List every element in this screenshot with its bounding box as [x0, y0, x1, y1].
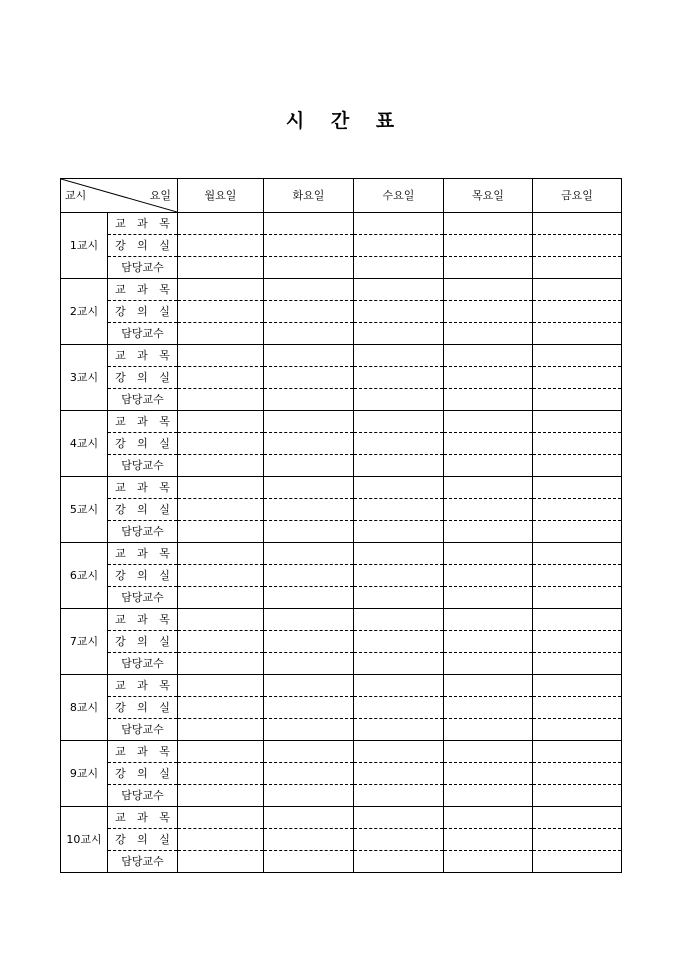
- timetable-cell[interactable]: [444, 433, 533, 455]
- row-label-subject: 교 과 목: [108, 213, 178, 235]
- table-row: [61, 345, 622, 367]
- timetable-cell[interactable]: [264, 565, 354, 587]
- period-label: 7교시: [61, 609, 108, 675]
- timetable-cell[interactable]: [264, 433, 354, 455]
- timetable-cell[interactable]: [264, 543, 354, 565]
- timetable-cell[interactable]: [533, 543, 622, 565]
- timetable-cell[interactable]: [444, 675, 533, 697]
- timetable-cell[interactable]: [178, 697, 264, 719]
- row-label-professor: 담당교수: [108, 587, 178, 609]
- table-row: [61, 411, 622, 433]
- table-row: [61, 675, 622, 697]
- table-row: [61, 829, 622, 851]
- row-label-subject: 교 과 목: [108, 741, 178, 763]
- timetable-cell[interactable]: [444, 411, 533, 433]
- timetable-cell[interactable]: [533, 279, 622, 301]
- timetable-cell[interactable]: [444, 499, 533, 521]
- timetable-cell[interactable]: [354, 323, 444, 345]
- timetable-cell[interactable]: [264, 455, 354, 477]
- timetable-cell[interactable]: [354, 301, 444, 323]
- timetable-cell[interactable]: [444, 323, 533, 345]
- timetable: [60, 178, 622, 873]
- timetable-cell[interactable]: [533, 807, 622, 829]
- row-label-subject: 교 과 목: [108, 279, 178, 301]
- row-label-room: 강 의 실: [108, 367, 178, 389]
- period-label: 5교시: [61, 477, 108, 543]
- timetable-cell[interactable]: [354, 367, 444, 389]
- timetable-cell[interactable]: [533, 477, 622, 499]
- row-label-room: 강 의 실: [108, 433, 178, 455]
- table-row: [61, 521, 622, 543]
- timetable-cell[interactable]: [354, 587, 444, 609]
- timetable-cell[interactable]: [533, 345, 622, 367]
- table-row: [61, 235, 622, 257]
- page-title: 시 간 표: [285, 110, 405, 132]
- timetable-cell[interactable]: [354, 785, 444, 807]
- timetable-cell[interactable]: [354, 279, 444, 301]
- timetable-cell[interactable]: [444, 807, 533, 829]
- timetable-cell[interactable]: [444, 785, 533, 807]
- timetable-cell[interactable]: [354, 741, 444, 763]
- table-row: [61, 279, 622, 301]
- timetable-cell[interactable]: [444, 477, 533, 499]
- timetable-cell[interactable]: [178, 301, 264, 323]
- timetable-cell[interactable]: [178, 543, 264, 565]
- timetable-cell[interactable]: [533, 367, 622, 389]
- timetable-cell[interactable]: [444, 741, 533, 763]
- timetable-cell[interactable]: [354, 697, 444, 719]
- table-row: [61, 719, 622, 741]
- corner-day-label: 요일: [149, 189, 171, 202]
- timetable-cell[interactable]: [444, 345, 533, 367]
- timetable-cell[interactable]: [354, 433, 444, 455]
- timetable-cell[interactable]: [354, 257, 444, 279]
- timetable-cell[interactable]: [264, 301, 354, 323]
- timetable-cell[interactable]: [444, 653, 533, 675]
- timetable-cell[interactable]: [178, 785, 264, 807]
- timetable-cell[interactable]: [178, 235, 264, 257]
- timetable-cell[interactable]: [264, 235, 354, 257]
- timetable-cell[interactable]: [533, 301, 622, 323]
- timetable-cell[interactable]: [533, 763, 622, 785]
- timetable-cell[interactable]: [354, 389, 444, 411]
- timetable-cell[interactable]: [354, 477, 444, 499]
- row-label-room: 강 의 실: [108, 235, 178, 257]
- timetable-body: [61, 213, 622, 873]
- timetable-cell[interactable]: [178, 499, 264, 521]
- row-label-subject: 교 과 목: [108, 675, 178, 697]
- timetable-cell[interactable]: [354, 851, 444, 873]
- day-header-thu: 목요일: [444, 179, 533, 213]
- timetable-cell[interactable]: [178, 763, 264, 785]
- timetable-cell[interactable]: [354, 763, 444, 785]
- timetable-cell[interactable]: [178, 345, 264, 367]
- period-label: 10교시: [61, 807, 108, 873]
- row-label-room: 강 의 실: [108, 499, 178, 521]
- timetable-cell[interactable]: [533, 257, 622, 279]
- timetable-cell[interactable]: [354, 675, 444, 697]
- timetable-cell[interactable]: [178, 609, 264, 631]
- timetable-cell[interactable]: [444, 543, 533, 565]
- row-label-professor: 담당교수: [108, 653, 178, 675]
- timetable-cell[interactable]: [264, 653, 354, 675]
- timetable-cell[interactable]: [354, 455, 444, 477]
- timetable-cell[interactable]: [178, 411, 264, 433]
- timetable-cell[interactable]: [444, 565, 533, 587]
- timetable-cell[interactable]: [264, 697, 354, 719]
- row-label-professor: 담당교수: [108, 851, 178, 873]
- timetable-cell[interactable]: [533, 411, 622, 433]
- timetable-cell[interactable]: [533, 785, 622, 807]
- timetable-cell[interactable]: [354, 411, 444, 433]
- day-header-wed: 수요일: [354, 179, 444, 213]
- row-label-professor: 담당교수: [108, 389, 178, 411]
- period-label: 8교시: [61, 675, 108, 741]
- table-row: [61, 213, 622, 235]
- period-label: 6교시: [61, 543, 108, 609]
- table-row: [61, 543, 622, 565]
- timetable-cell[interactable]: [178, 565, 264, 587]
- timetable-cell[interactable]: [444, 235, 533, 257]
- row-label-professor: 담당교수: [108, 257, 178, 279]
- timetable-cell[interactable]: [178, 719, 264, 741]
- table-row: [61, 477, 622, 499]
- timetable-cell[interactable]: [264, 719, 354, 741]
- timetable-cell[interactable]: [178, 323, 264, 345]
- timetable-cell[interactable]: [264, 323, 354, 345]
- timetable-cell[interactable]: [264, 499, 354, 521]
- timetable-cell[interactable]: [533, 851, 622, 873]
- corner-header: [61, 179, 178, 213]
- timetable-cell[interactable]: [178, 631, 264, 653]
- day-header-tue: 화요일: [264, 179, 354, 213]
- table-row: [61, 257, 622, 279]
- timetable-cell[interactable]: [178, 807, 264, 829]
- timetable-cell[interactable]: [264, 521, 354, 543]
- timetable-cell[interactable]: [533, 213, 622, 235]
- timetable-cell[interactable]: [264, 631, 354, 653]
- timetable-cell[interactable]: [264, 675, 354, 697]
- timetable-cell[interactable]: [354, 521, 444, 543]
- timetable-cell[interactable]: [533, 455, 622, 477]
- timetable-cell[interactable]: [264, 411, 354, 433]
- row-label-subject: 교 과 목: [108, 477, 178, 499]
- timetable-cell[interactable]: [264, 587, 354, 609]
- timetable-cell[interactable]: [354, 565, 444, 587]
- table-row: [61, 433, 622, 455]
- timetable-cell[interactable]: [354, 609, 444, 631]
- timetable-cell[interactable]: [444, 763, 533, 785]
- timetable-cell[interactable]: [178, 741, 264, 763]
- timetable-cell[interactable]: [354, 631, 444, 653]
- timetable-cell[interactable]: [533, 697, 622, 719]
- table-row: [61, 653, 622, 675]
- timetable-cell[interactable]: [264, 213, 354, 235]
- timetable-cell[interactable]: [178, 455, 264, 477]
- timetable-cell[interactable]: [354, 807, 444, 829]
- period-label: 3교시: [61, 345, 108, 411]
- timetable-cell[interactable]: [264, 477, 354, 499]
- timetable-cell[interactable]: [264, 389, 354, 411]
- row-label-room: 강 의 실: [108, 697, 178, 719]
- timetable-cell[interactable]: [444, 301, 533, 323]
- timetable-cell[interactable]: [533, 521, 622, 543]
- timetable-cell[interactable]: [533, 235, 622, 257]
- timetable-cell[interactable]: [533, 829, 622, 851]
- timetable-cell[interactable]: [264, 741, 354, 763]
- row-label-subject: 교 과 목: [108, 807, 178, 829]
- timetable-cell[interactable]: [264, 851, 354, 873]
- table-row: [61, 697, 622, 719]
- table-row: [61, 741, 622, 763]
- timetable-cell[interactable]: [533, 565, 622, 587]
- timetable-cell[interactable]: [178, 367, 264, 389]
- day-header-mon: 월요일: [178, 179, 264, 213]
- timetable-cell[interactable]: [264, 257, 354, 279]
- timetable-cell[interactable]: [178, 653, 264, 675]
- table-row: [61, 367, 622, 389]
- timetable-cell[interactable]: [354, 213, 444, 235]
- timetable-cell[interactable]: [533, 675, 622, 697]
- timetable-cell[interactable]: [178, 389, 264, 411]
- timetable-cell[interactable]: [533, 609, 622, 631]
- timetable-cell[interactable]: [444, 367, 533, 389]
- table-row: [61, 785, 622, 807]
- corner-period-label: 교시: [65, 189, 87, 202]
- timetable-cell[interactable]: [533, 433, 622, 455]
- timetable-cell[interactable]: [264, 829, 354, 851]
- timetable-cell[interactable]: [444, 257, 533, 279]
- timetable-cell[interactable]: [354, 829, 444, 851]
- timetable-cell[interactable]: [178, 587, 264, 609]
- timetable-cell[interactable]: [264, 345, 354, 367]
- timetable-cell[interactable]: [264, 609, 354, 631]
- row-label-subject: 교 과 목: [108, 411, 178, 433]
- period-label: 9교시: [61, 741, 108, 807]
- row-label-professor: 담당교수: [108, 521, 178, 543]
- timetable-cell[interactable]: [264, 279, 354, 301]
- timetable-cell[interactable]: [533, 653, 622, 675]
- timetable-cell[interactable]: [533, 323, 622, 345]
- row-label-subject: 교 과 목: [108, 345, 178, 367]
- row-label-professor: 담당교수: [108, 785, 178, 807]
- table-row: [61, 499, 622, 521]
- timetable-cell[interactable]: [354, 543, 444, 565]
- timetable-cell[interactable]: [444, 719, 533, 741]
- row-label-room: 강 의 실: [108, 829, 178, 851]
- timetable-cell[interactable]: [444, 455, 533, 477]
- table-row: [61, 389, 622, 411]
- timetable-cell[interactable]: [444, 851, 533, 873]
- timetable-cell[interactable]: [264, 763, 354, 785]
- timetable-cell[interactable]: [178, 829, 264, 851]
- timetable-cell[interactable]: [178, 213, 264, 235]
- timetable-cell[interactable]: [444, 829, 533, 851]
- timetable-cell[interactable]: [354, 499, 444, 521]
- timetable-cell[interactable]: [354, 653, 444, 675]
- row-label-room: 강 의 실: [108, 763, 178, 785]
- timetable-cell[interactable]: [354, 235, 444, 257]
- period-label: 1교시: [61, 213, 108, 279]
- timetable-cell[interactable]: [444, 213, 533, 235]
- timetable-cell[interactable]: [178, 477, 264, 499]
- timetable-cell[interactable]: [444, 587, 533, 609]
- timetable-cell[interactable]: [354, 719, 444, 741]
- row-label-room: 강 의 실: [108, 301, 178, 323]
- row-label-room: 강 의 실: [108, 631, 178, 653]
- timetable-cell[interactable]: [533, 587, 622, 609]
- timetable-cell[interactable]: [444, 609, 533, 631]
- row-label-room: 강 의 실: [108, 565, 178, 587]
- timetable-cell[interactable]: [354, 345, 444, 367]
- table-row: [61, 763, 622, 785]
- timetable-cell[interactable]: [533, 719, 622, 741]
- row-label-subject: 교 과 목: [108, 609, 178, 631]
- header-row: [61, 179, 622, 213]
- timetable-cell[interactable]: [178, 279, 264, 301]
- timetable-cell[interactable]: [444, 279, 533, 301]
- table-row: [61, 301, 622, 323]
- timetable-cell[interactable]: [444, 697, 533, 719]
- table-row: [61, 455, 622, 477]
- row-label-subject: 교 과 목: [108, 543, 178, 565]
- timetable-cell[interactable]: [178, 257, 264, 279]
- timetable-cell[interactable]: [533, 389, 622, 411]
- timetable-cell[interactable]: [178, 851, 264, 873]
- period-label: 2교시: [61, 279, 108, 345]
- timetable-cell[interactable]: [264, 367, 354, 389]
- timetable-cell[interactable]: [533, 631, 622, 653]
- row-label-professor: 담당교수: [108, 719, 178, 741]
- table-row: [61, 587, 622, 609]
- row-label-professor: 담당교수: [108, 323, 178, 345]
- timetable-cell[interactable]: [444, 631, 533, 653]
- timetable-cell[interactable]: [533, 741, 622, 763]
- timetable-cell[interactable]: [178, 433, 264, 455]
- timetable-cell[interactable]: [178, 675, 264, 697]
- timetable-cell[interactable]: [178, 521, 264, 543]
- table-row: [61, 609, 622, 631]
- timetable-cell[interactable]: [444, 389, 533, 411]
- table-row: [61, 565, 622, 587]
- table-row: [61, 807, 622, 829]
- day-header-fri: 금요일: [533, 179, 622, 213]
- timetable-cell[interactable]: [444, 521, 533, 543]
- timetable-cell[interactable]: [264, 807, 354, 829]
- timetable-cell[interactable]: [533, 499, 622, 521]
- table-row: [61, 323, 622, 345]
- timetable-cell[interactable]: [264, 785, 354, 807]
- table-row: [61, 631, 622, 653]
- table-row: [61, 851, 622, 873]
- row-label-professor: 담당교수: [108, 455, 178, 477]
- period-label: 4교시: [61, 411, 108, 477]
